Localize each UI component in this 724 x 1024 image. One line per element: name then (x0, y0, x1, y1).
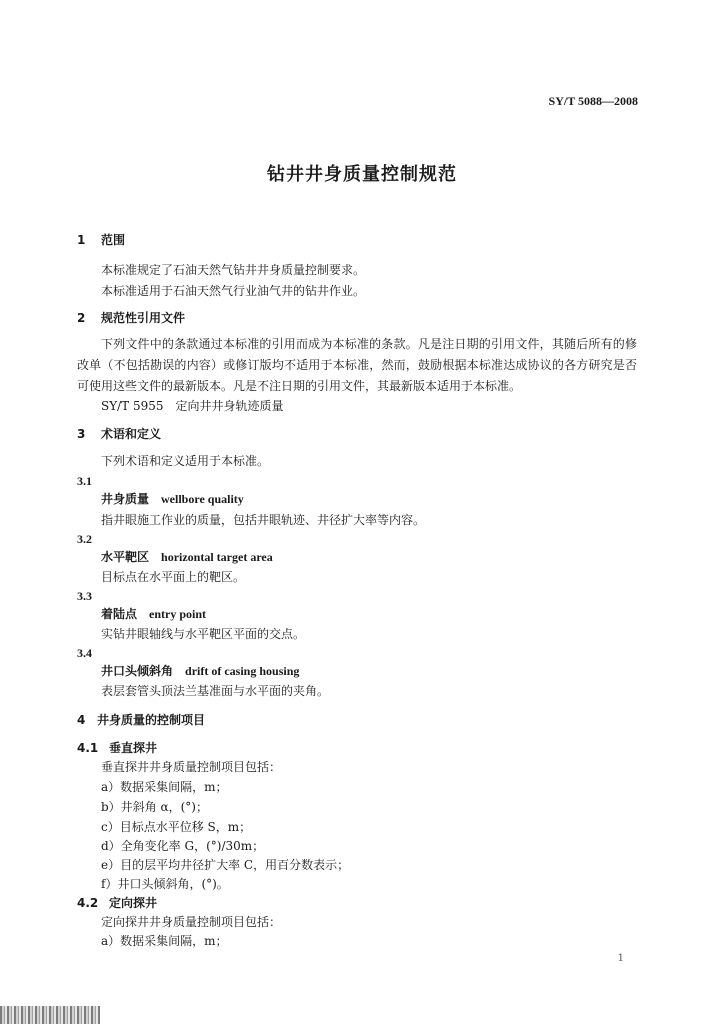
term-chinese: 着陆点 (101, 607, 138, 621)
section-1-heading (77, 232, 125, 248)
term-english: drift of casing housing (185, 664, 300, 678)
term-number: 3.3 (77, 589, 92, 603)
section-1-para-1: 本标准规定了石油天然气钻井井身质量控制要求。 (101, 263, 366, 277)
section-number: 1 (77, 233, 86, 247)
subsection-4-2-heading (77, 895, 157, 911)
section-2-heading (77, 310, 185, 326)
normative-reference: SY/T 5955 定向井井身轨迹质量 (101, 399, 284, 413)
subsection-4-1-intro: 垂直探井井身质量控制项目包括： (101, 760, 282, 774)
standard-code: SY/T 5088—2008 (548, 94, 638, 108)
subsection-title: 定向探井 (109, 896, 158, 910)
section-title: 规范性引用文件 (101, 311, 186, 325)
term-number: 3.1 (77, 474, 92, 488)
list-item: b）井斜角 α，(°)； (101, 800, 208, 814)
term-chinese: 水平靶区 (101, 550, 150, 564)
term-definition: 表层套管头顶法兰基准面与水平面的夹角。 (101, 684, 330, 698)
subsection-number: 4.2 (77, 896, 99, 910)
list-item: c）目标点水平位移 S，m； (101, 820, 252, 834)
term-entry (101, 491, 244, 507)
term-chinese: 井口头倾斜角 (101, 664, 174, 678)
section-4-heading (77, 712, 205, 728)
section-1-para-2: 本标准适用于石油天然气行业油气井的钻井作业。 (101, 284, 366, 298)
list-item: f）井口头倾斜角，(°)。 (101, 877, 229, 891)
section-title: 范围 (101, 233, 126, 247)
term-entry (101, 663, 299, 679)
section-number: 3 (77, 427, 86, 441)
list-item: d）全角变化率 G，(°)/30m； (101, 839, 265, 853)
term-definition: 目标点在水平面上的靶区。 (101, 570, 246, 584)
term-chinese: 井身质量 (101, 492, 150, 506)
section-3-intro: 下列术语和定义适用于本标准。 (101, 454, 270, 468)
term-entry (101, 549, 273, 565)
document-title: 钻井井身质量控制规范 (267, 164, 457, 185)
section-3-heading (77, 426, 161, 442)
term-english: wellbore quality (161, 492, 244, 506)
subsection-4-1-heading (77, 740, 157, 756)
subsection-4-2-intro: 定向探井井身质量控制项目包括： (101, 915, 282, 929)
section-number: 2 (77, 311, 86, 325)
section-2-para: 下列文件中的条款通过本标准的引用而成为本标准的条款。凡是注日期的引用文件，其随后所有的修改单（不包括勘误的内容）或修订版均不适用于本标准，然而，鼓励根据本标准达成协议的各方研究是否可使用这些文件的最新版本。凡是不注日期的引用文件，其最新版本适用于本标准。 (77, 337, 637, 393)
section-title: 井身质量的控制项目 (97, 713, 206, 727)
term-english: horizontal target area (161, 550, 273, 564)
term-definition: 实钻井眼轴线与水平靶区平面的交点。 (101, 627, 306, 641)
list-item: a）数据采集间隔，m； (101, 780, 228, 794)
section-number: 4 (77, 713, 86, 727)
page-number: 1 (617, 953, 624, 964)
scan-artifact (0, 1006, 100, 1024)
term-entry (101, 606, 206, 622)
term-number: 3.2 (77, 532, 92, 546)
term-number: 3.4 (77, 646, 92, 660)
subsection-number: 4.1 (77, 741, 99, 755)
section-title: 术语和定义 (101, 427, 162, 441)
subsection-title: 垂直探井 (109, 741, 158, 755)
term-english: entry point (149, 607, 207, 621)
list-item: e）目的层平均井径扩大率 C，用百分数表示； (101, 858, 350, 872)
term-definition: 指井眼施工作业的质量，包括井眼轨迹、井径扩大率等内容。 (101, 513, 426, 527)
list-item: a）数据采集间隔，m； (101, 934, 228, 948)
